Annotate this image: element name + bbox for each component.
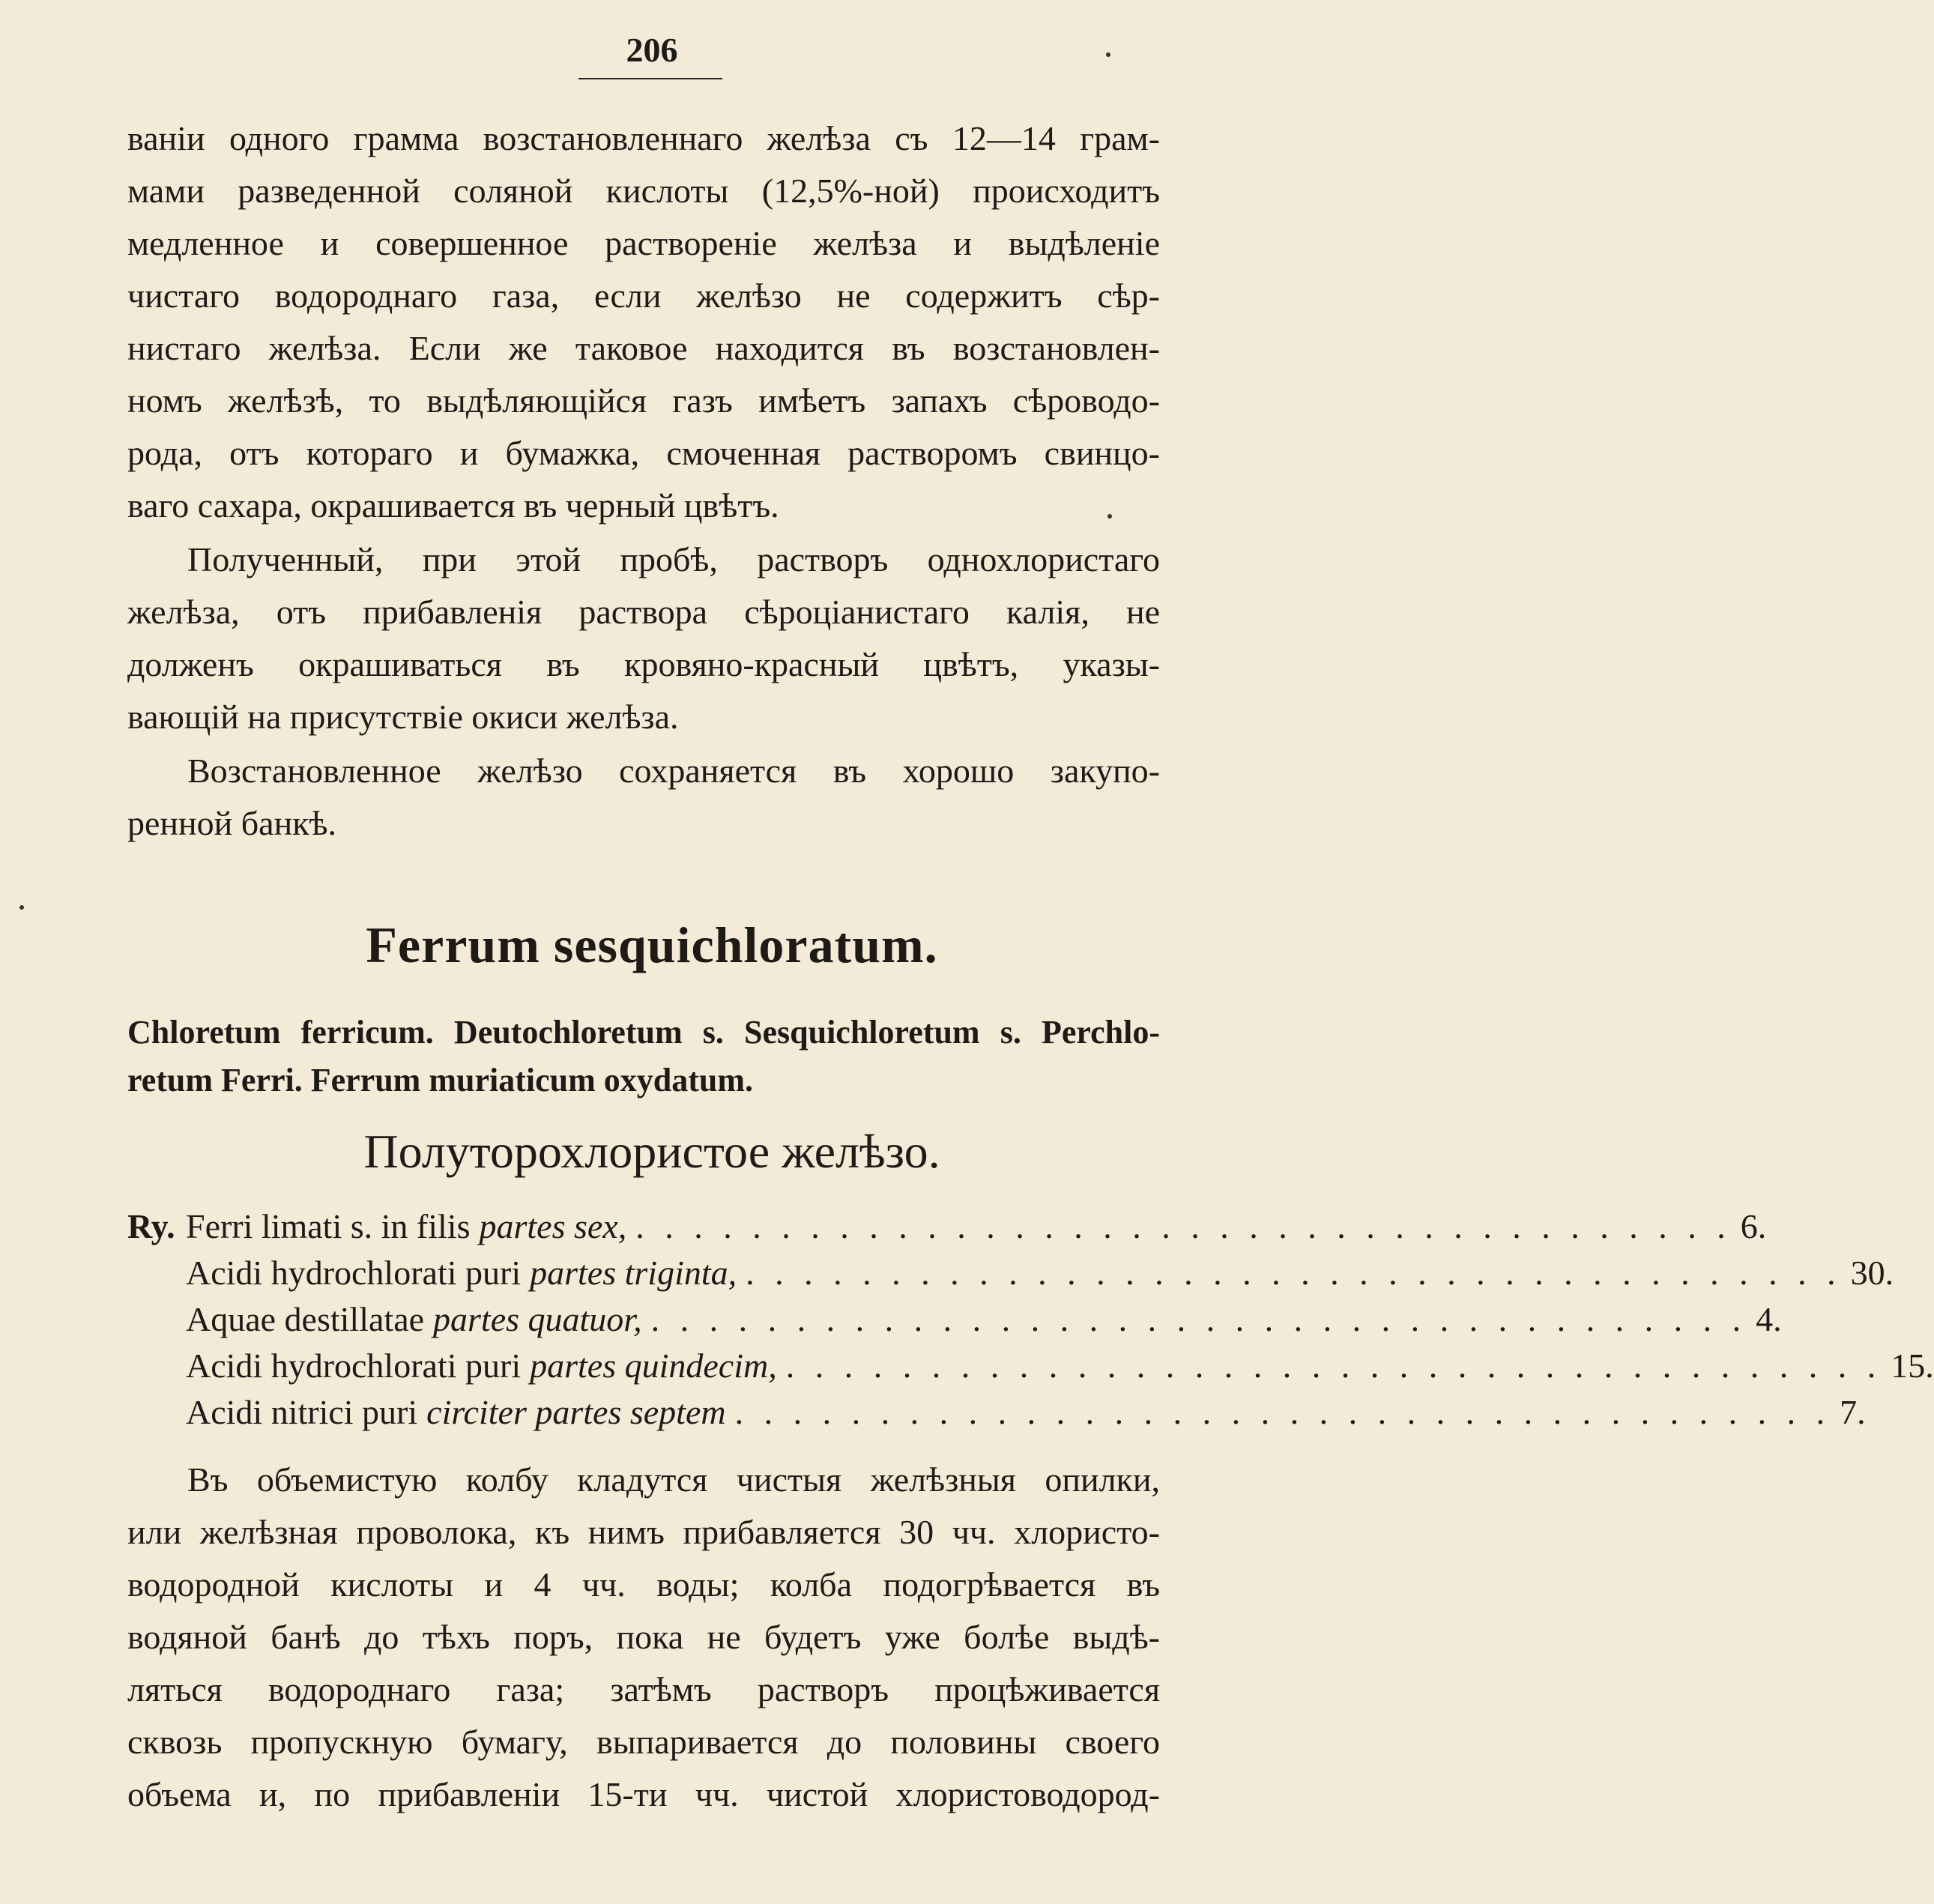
leader-dots: . . . . . . . . . . . . . . . . . . . . . . . . . . . . . . . . . . . . . . bbox=[635, 1207, 1732, 1245]
article-subheading: Полуторохлористое желѣзо. bbox=[363, 1125, 940, 1178]
print-speck bbox=[1106, 52, 1110, 57]
text-line: ваго сахара, окрашивается въ черный цвѣтъ. bbox=[127, 486, 779, 525]
recipe-line bbox=[127, 1253, 1894, 1299]
ingredient-name: Acidi hydrochlorati puri bbox=[186, 1347, 522, 1385]
ingredient-value: 30. bbox=[1850, 1254, 1894, 1292]
paragraph-storage bbox=[127, 745, 1160, 850]
ingredient-value: 7. bbox=[1840, 1393, 1866, 1431]
text-line: Въ объемистую колбу кладутся чистыя желѣзныя опилки, bbox=[187, 1460, 1160, 1499]
print-speck bbox=[19, 905, 24, 910]
text-line: Возстановленное желѣзо сохраняется въ хорошо закупо- bbox=[187, 752, 1160, 790]
article-heading: Ferrum sesquichloratum. bbox=[366, 916, 938, 973]
synonyms bbox=[127, 1009, 1160, 1104]
text-line: мами разведенной соляной кислоты (12,5%-ной) происходитъ bbox=[127, 172, 1160, 210]
print-speck bbox=[1107, 514, 1112, 519]
text-line: или желѣзная проволока, къ нимъ прибавляется 30 чч. хлористо- bbox=[127, 1513, 1160, 1551]
ingredient-quantity: partes triginta, bbox=[530, 1254, 737, 1292]
text-line: ляться водороднаго газа; затѣмъ растворъ процѣживается bbox=[127, 1670, 1160, 1708]
ingredient-name: Aquae destillatae bbox=[186, 1300, 425, 1338]
text-line: номъ желѣзѣ, то выдѣляющійся газъ имѣетъ запахъ сѣроводо- bbox=[127, 381, 1160, 420]
text-line: рода, отъ котораго и бумажка, смоченная растворомъ свинцо- bbox=[127, 434, 1160, 472]
ingredient-value: 4. bbox=[1756, 1300, 1782, 1338]
page-number-rule bbox=[578, 78, 722, 79]
text-line: водородной кислоты и 4 чч. воды; колба подогрѣвается въ bbox=[127, 1565, 1160, 1604]
text-line: медленное и совершенное раствореніе желѣза и выдѣленіе bbox=[127, 224, 1160, 262]
ingredient-quantity: circiter partes septem bbox=[426, 1393, 726, 1431]
text-line: ванiи одного грамма возстановленнаго желѣза съ 12—14 грам- bbox=[127, 119, 1160, 157]
paragraph-preparation bbox=[127, 1454, 1160, 1821]
text-line: желѣза, отъ прибавленія раствора сѣроціанистаго калія, не bbox=[127, 593, 1160, 631]
leader-dots: . . . . . . . . . . . . . . . . . . . . . . . . . . . . . . . . . . . . . . bbox=[734, 1393, 1831, 1431]
ingredient-name: Acidi hydrochlorati puri bbox=[186, 1254, 522, 1292]
text-line: долженъ окрашиваться въ кровяно-красный цвѣтъ, указы- bbox=[127, 645, 1160, 683]
recipe-line bbox=[127, 1346, 1934, 1392]
recipe-line bbox=[127, 1392, 1866, 1439]
text-line: объема и, по прибавленіи 15-ти чч. чистой хлористоводород- bbox=[127, 1775, 1160, 1813]
ingredient-quantity: partes quatuor, bbox=[433, 1300, 642, 1338]
leader-dots: . . . . . . . . . . . . . . . . . . . . . . . . . . . . . . . . . . . . . . bbox=[785, 1347, 1882, 1385]
text-line: чистаго водороднаго газа, если желѣзо не содержитъ сѣр- bbox=[127, 276, 1160, 315]
leader-dots: . . . . . . . . . . . . . . . . . . . . . . . . . . . . . . . . . . . . . . bbox=[650, 1300, 1747, 1338]
synonym-line: retum Ferri. Ferrum muriaticum oxydatum. bbox=[127, 1062, 753, 1098]
ingredient-value: 6. bbox=[1740, 1207, 1767, 1245]
recipe-line bbox=[127, 1206, 1767, 1253]
paragraph-test bbox=[127, 534, 1160, 743]
paragraph-continuation bbox=[127, 112, 1160, 532]
text-line: водяной банѣ до тѣхъ поръ, пока не будетъ уже болѣе выдѣ- bbox=[127, 1618, 1160, 1656]
ingredient-quantity: partes sex, bbox=[479, 1207, 627, 1245]
leader-dots: . . . . . . . . . . . . . . . . . . . . . . . . . . . . . . . . . . . . . . bbox=[746, 1254, 1842, 1292]
text-line: сквозь пропускную бумагу, выпаривается до половины своего bbox=[127, 1723, 1160, 1761]
ingredient-name: Acidi nitrici puri bbox=[186, 1393, 418, 1431]
page-number: 206 bbox=[626, 31, 678, 69]
synonym-line: Chloretum ferricum. Deutochloretum s. Sesquichloretum s. Perchlo- bbox=[127, 1014, 1160, 1051]
text-line: нистаго желѣза. Если же таковое находится въ возстановлен- bbox=[127, 329, 1160, 367]
text-line: вающій на присутствіе окиси желѣза. bbox=[127, 698, 679, 736]
recipe-line bbox=[127, 1299, 1782, 1346]
recipe-symbol: Ry. bbox=[127, 1207, 175, 1245]
ingredient-value: 15. bbox=[1891, 1347, 1934, 1385]
ingredient-name: Ferri limati s. in filis bbox=[186, 1207, 471, 1245]
text-line: Полученный, при этой пробѣ, растворъ однохлористаго bbox=[187, 540, 1160, 578]
ingredient-quantity: partes quindecim, bbox=[530, 1347, 777, 1385]
recipe bbox=[127, 1206, 1934, 1439]
text-line: ренной банкѣ. bbox=[127, 804, 337, 842]
